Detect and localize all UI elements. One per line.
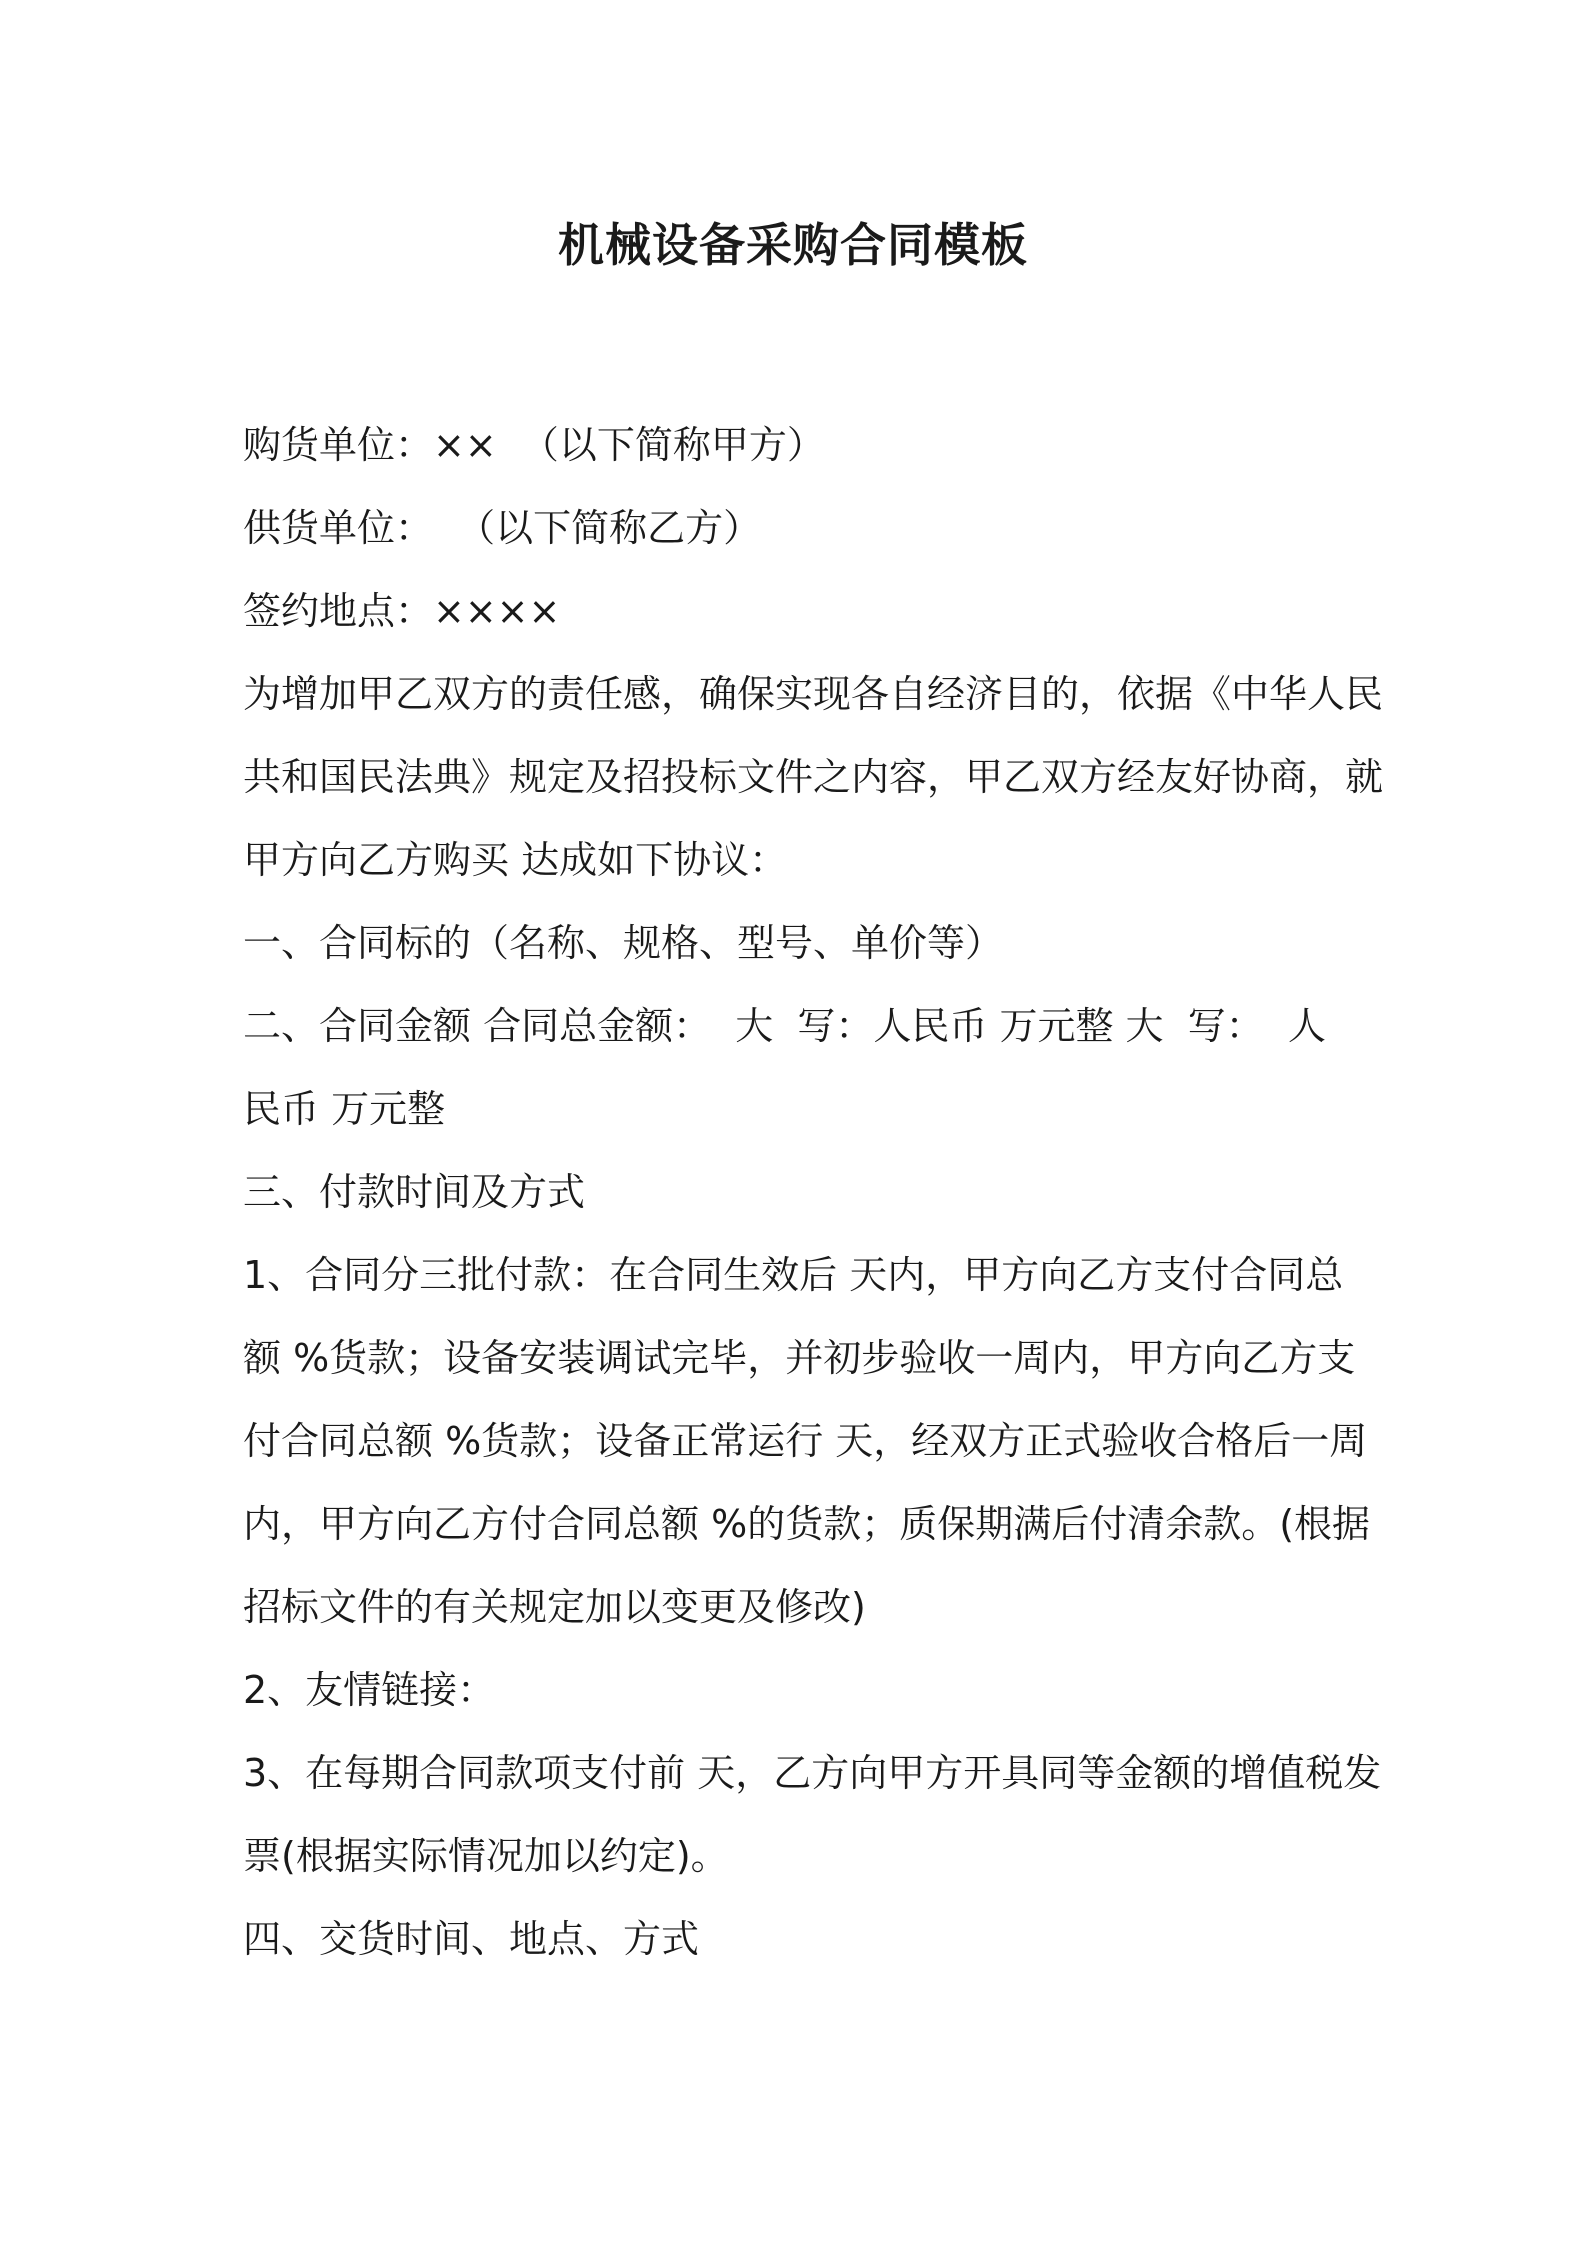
paragraph-line: 民币 万元整	[243, 1087, 446, 1131]
section-heading: 二、合同金额 合同总金额： 大 写：人民币 万元整 大 写： 人	[243, 1004, 1326, 1048]
paragraph-line: 招标文件的有关规定加以变更及修改)	[243, 1585, 866, 1629]
paragraph-line: 1、合同分三批付款：在合同生效后 天内，甲方向乙方支付合同总	[243, 1253, 1344, 1297]
supplier-line: 供货单位： （以下简称乙方）	[243, 506, 762, 550]
section-heading: 四、交货时间、地点、方式	[243, 1917, 700, 1961]
signing-place-line: 签约地点：××××	[243, 589, 561, 633]
paragraph-line: 3、在每期合同款项支付前 天，乙方向甲方开具同等金额的增值税发	[243, 1751, 1382, 1795]
preamble-line: 为增加甲乙双方的责任感，确保实现各自经济目的，依据《中华人民	[243, 672, 1384, 716]
section-heading: 一、合同标的（名称、规格、型号、单价等）	[243, 921, 1004, 965]
buyer-line: 购货单位：×× （以下简称甲方）	[243, 423, 825, 467]
paragraph-line: 额 %货款；设备安装调试完毕，并初步验收一周内，甲方向乙方支	[243, 1336, 1356, 1380]
paragraph-line: 付合同总额 %货款；设备正常运行 天，经双方正式验收合格后一周	[243, 1419, 1368, 1463]
preamble-line: 甲方向乙方购买 达成如下协议：	[243, 838, 788, 882]
document-title: 机械设备采购合同模板	[558, 218, 1028, 272]
paragraph-line: 2、友情链接：	[243, 1668, 496, 1712]
preamble-line: 共和国民法典》规定及招投标文件之内容，甲乙双方经友好协商，就	[243, 755, 1384, 799]
paragraph-line: 内，甲方向乙方付合同总额 %的货款；质保期满后付清余款。(根据	[243, 1502, 1371, 1546]
document-body	[243, 404, 1384, 1981]
paragraph-line: 票(根据实际情况加以约定)。	[243, 1834, 729, 1878]
section-heading: 三、付款时间及方式	[243, 1170, 586, 1214]
